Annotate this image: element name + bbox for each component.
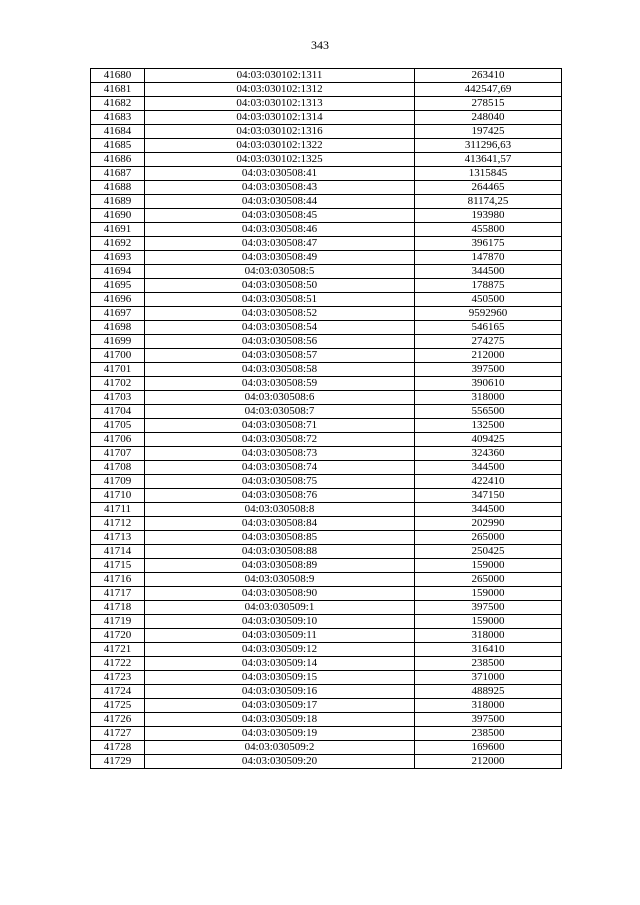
table-row [91, 335, 562, 349]
cadastral-number-cell: 04:03:030102:1312 [145, 83, 415, 97]
cadastral-number-cell: 04:03:030508:5 [145, 265, 415, 279]
cadastral-number-cell: 04:03:030508:43 [145, 181, 415, 195]
table-row [91, 391, 562, 405]
cadastral-value-cell: 397500 [415, 601, 562, 615]
cadastral-value-cell: 178875 [415, 279, 562, 293]
table-row [91, 629, 562, 643]
table-row [91, 447, 562, 461]
cadastral-value-cell: 212000 [415, 349, 562, 363]
table-row [91, 363, 562, 377]
row-number-cell: 41698 [91, 321, 145, 335]
table-row [91, 573, 562, 587]
row-number-cell: 41690 [91, 209, 145, 223]
table-row [91, 321, 562, 335]
cadastral-number-cell: 04:03:030102:1311 [145, 69, 415, 83]
row-number-cell: 41686 [91, 153, 145, 167]
cadastral-value-cell: 159000 [415, 559, 562, 573]
table-row [91, 475, 562, 489]
row-number-cell: 41713 [91, 531, 145, 545]
row-number-cell: 41723 [91, 671, 145, 685]
table-row [91, 251, 562, 265]
cadastral-value-cell: 278515 [415, 97, 562, 111]
cadastral-value-cell: 250425 [415, 545, 562, 559]
cadastral-value-cell: 81174,25 [415, 195, 562, 209]
row-number-cell: 41722 [91, 657, 145, 671]
cadastral-value-cell: 371000 [415, 671, 562, 685]
row-number-cell: 41695 [91, 279, 145, 293]
table-row [91, 69, 562, 83]
table-row [91, 237, 562, 251]
table-row [91, 125, 562, 139]
table-row [91, 83, 562, 97]
row-number-cell: 41694 [91, 265, 145, 279]
cadastral-value-cell: 274275 [415, 335, 562, 349]
cadastral-number-cell: 04:03:030509:1 [145, 601, 415, 615]
cadastral-value-cell: 193980 [415, 209, 562, 223]
row-number-cell: 41715 [91, 559, 145, 573]
cadastral-value-cell: 397500 [415, 713, 562, 727]
cadastral-value-cell: 413641,57 [415, 153, 562, 167]
row-number-cell: 41704 [91, 405, 145, 419]
cadastral-number-cell: 04:03:030509:14 [145, 657, 415, 671]
table-row [91, 559, 562, 573]
row-number-cell: 41687 [91, 167, 145, 181]
table-row [91, 699, 562, 713]
registry-table [90, 68, 562, 769]
cadastral-value-cell: 263410 [415, 69, 562, 83]
row-number-cell: 41683 [91, 111, 145, 125]
cadastral-number-cell: 04:03:030508:41 [145, 167, 415, 181]
table-row [91, 713, 562, 727]
row-number-cell: 41716 [91, 573, 145, 587]
table-row [91, 671, 562, 685]
table-row [91, 293, 562, 307]
table-row [91, 209, 562, 223]
table-row [91, 741, 562, 755]
table-body [91, 69, 562, 769]
cadastral-number-cell: 04:03:030509:12 [145, 643, 415, 657]
cadastral-number-cell: 04:03:030508:46 [145, 223, 415, 237]
cadastral-value-cell: 159000 [415, 587, 562, 601]
table-row [91, 587, 562, 601]
cadastral-number-cell: 04:03:030509:10 [145, 615, 415, 629]
table-row [91, 97, 562, 111]
cadastral-value-cell: 344500 [415, 461, 562, 475]
cadastral-number-cell: 04:03:030509:15 [145, 671, 415, 685]
table-row [91, 615, 562, 629]
cadastral-value-cell: 169600 [415, 741, 562, 755]
cadastral-value-cell: 344500 [415, 265, 562, 279]
table-row [91, 223, 562, 237]
cadastral-number-cell: 04:03:030509:11 [145, 629, 415, 643]
table-row [91, 489, 562, 503]
row-number-cell: 41718 [91, 601, 145, 615]
row-number-cell: 41685 [91, 139, 145, 153]
row-number-cell: 41701 [91, 363, 145, 377]
row-number-cell: 41688 [91, 181, 145, 195]
row-number-cell: 41725 [91, 699, 145, 713]
row-number-cell: 41719 [91, 615, 145, 629]
cadastral-number-cell: 04:03:030509:2 [145, 741, 415, 755]
cadastral-number-cell: 04:03:030508:7 [145, 405, 415, 419]
table-row [91, 433, 562, 447]
cadastral-value-cell: 397500 [415, 363, 562, 377]
cadastral-value-cell: 390610 [415, 377, 562, 391]
cadastral-value-cell: 318000 [415, 391, 562, 405]
cadastral-number-cell: 04:03:030509:17 [145, 699, 415, 713]
table-row [91, 377, 562, 391]
row-number-cell: 41709 [91, 475, 145, 489]
cadastral-number-cell: 04:03:030508:50 [145, 279, 415, 293]
table-row [91, 139, 562, 153]
table-row [91, 419, 562, 433]
cadastral-number-cell: 04:03:030102:1316 [145, 125, 415, 139]
row-number-cell: 41708 [91, 461, 145, 475]
row-number-cell: 41726 [91, 713, 145, 727]
table-row [91, 727, 562, 741]
cadastral-number-cell: 04:03:030509:20 [145, 755, 415, 769]
row-number-cell: 41697 [91, 307, 145, 321]
table-row [91, 601, 562, 615]
cadastral-value-cell: 1315845 [415, 167, 562, 181]
cadastral-number-cell: 04:03:030508:56 [145, 335, 415, 349]
cadastral-number-cell: 04:03:030508:45 [145, 209, 415, 223]
cadastral-value-cell: 202990 [415, 517, 562, 531]
cadastral-value-cell: 132500 [415, 419, 562, 433]
cadastral-value-cell: 159000 [415, 615, 562, 629]
table-row [91, 517, 562, 531]
cadastral-value-cell: 556500 [415, 405, 562, 419]
table-row [91, 461, 562, 475]
cadastral-number-cell: 04:03:030509:19 [145, 727, 415, 741]
cadastral-number-cell: 04:03:030508:73 [145, 447, 415, 461]
cadastral-value-cell: 311296,63 [415, 139, 562, 153]
row-number-cell: 41692 [91, 237, 145, 251]
cadastral-number-cell: 04:03:030508:8 [145, 503, 415, 517]
table-row [91, 545, 562, 559]
row-number-cell: 41681 [91, 83, 145, 97]
row-number-cell: 41717 [91, 587, 145, 601]
cadastral-value-cell: 409425 [415, 433, 562, 447]
cadastral-number-cell: 04:03:030508:9 [145, 573, 415, 587]
table-row [91, 167, 562, 181]
cadastral-number-cell: 04:03:030508:84 [145, 517, 415, 531]
cadastral-number-cell: 04:03:030508:59 [145, 377, 415, 391]
row-number-cell: 41705 [91, 419, 145, 433]
cadastral-number-cell: 04:03:030102:1322 [145, 139, 415, 153]
page-number: 343 [311, 38, 329, 52]
row-number-cell: 41682 [91, 97, 145, 111]
table-row [91, 685, 562, 699]
table-row [91, 265, 562, 279]
row-number-cell: 41711 [91, 503, 145, 517]
row-number-cell: 41721 [91, 643, 145, 657]
row-number-cell: 41710 [91, 489, 145, 503]
cadastral-number-cell: 04:03:030508:85 [145, 531, 415, 545]
cadastral-value-cell: 248040 [415, 111, 562, 125]
cadastral-value-cell: 264465 [415, 181, 562, 195]
cadastral-number-cell: 04:03:030102:1314 [145, 111, 415, 125]
table-row [91, 111, 562, 125]
row-number-cell: 41702 [91, 377, 145, 391]
cadastral-value-cell: 197425 [415, 125, 562, 139]
cadastral-value-cell: 546165 [415, 321, 562, 335]
table-row [91, 643, 562, 657]
cadastral-number-cell: 04:03:030508:58 [145, 363, 415, 377]
table-row [91, 657, 562, 671]
table-row [91, 405, 562, 419]
cadastral-number-cell: 04:03:030508:89 [145, 559, 415, 573]
row-number-cell: 41693 [91, 251, 145, 265]
table-row [91, 195, 562, 209]
cadastral-number-cell: 04:03:030508:71 [145, 419, 415, 433]
cadastral-value-cell: 488925 [415, 685, 562, 699]
cadastral-value-cell: 324360 [415, 447, 562, 461]
table-row [91, 307, 562, 321]
cadastral-value-cell: 238500 [415, 657, 562, 671]
table-row [91, 503, 562, 517]
row-number-cell: 41703 [91, 391, 145, 405]
row-number-cell: 41706 [91, 433, 145, 447]
row-number-cell: 41700 [91, 349, 145, 363]
row-number-cell: 41684 [91, 125, 145, 139]
cadastral-number-cell: 04:03:030508:51 [145, 293, 415, 307]
row-number-cell: 41691 [91, 223, 145, 237]
cadastral-number-cell: 04:03:030508:90 [145, 587, 415, 601]
cadastral-number-cell: 04:03:030508:74 [145, 461, 415, 475]
row-number-cell: 41729 [91, 755, 145, 769]
cadastral-value-cell: 396175 [415, 237, 562, 251]
cadastral-value-cell: 316410 [415, 643, 562, 657]
cadastral-value-cell: 344500 [415, 503, 562, 517]
row-number-cell: 41696 [91, 293, 145, 307]
cadastral-value-cell: 238500 [415, 727, 562, 741]
row-number-cell: 41728 [91, 741, 145, 755]
cadastral-number-cell: 04:03:030508:72 [145, 433, 415, 447]
cadastral-value-cell: 450500 [415, 293, 562, 307]
cadastral-number-cell: 04:03:030509:16 [145, 685, 415, 699]
row-number-cell: 41680 [91, 69, 145, 83]
cadastral-number-cell: 04:03:030508:76 [145, 489, 415, 503]
cadastral-value-cell: 442547,69 [415, 83, 562, 97]
cadastral-value-cell: 347150 [415, 489, 562, 503]
cadastral-number-cell: 04:03:030508:88 [145, 545, 415, 559]
cadastral-value-cell: 318000 [415, 699, 562, 713]
row-number-cell: 41699 [91, 335, 145, 349]
cadastral-number-cell: 04:03:030508:75 [145, 475, 415, 489]
cadastral-value-cell: 455800 [415, 223, 562, 237]
cadastral-number-cell: 04:03:030508:54 [145, 321, 415, 335]
cadastral-number-cell: 04:03:030102:1313 [145, 97, 415, 111]
row-number-cell: 41714 [91, 545, 145, 559]
table-row [91, 153, 562, 167]
row-number-cell: 41689 [91, 195, 145, 209]
cadastral-number-cell: 04:03:030508:44 [145, 195, 415, 209]
cadastral-value-cell: 318000 [415, 629, 562, 643]
cadastral-number-cell: 04:03:030508:6 [145, 391, 415, 405]
cadastral-value-cell: 265000 [415, 531, 562, 545]
row-number-cell: 41712 [91, 517, 145, 531]
row-number-cell: 41727 [91, 727, 145, 741]
cadastral-number-cell: 04:03:030508:52 [145, 307, 415, 321]
table-row [91, 181, 562, 195]
row-number-cell: 41724 [91, 685, 145, 699]
cadastral-number-cell: 04:03:030509:18 [145, 713, 415, 727]
cadastral-value-cell: 422410 [415, 475, 562, 489]
cadastral-value-cell: 147870 [415, 251, 562, 265]
cadastral-number-cell: 04:03:030508:47 [145, 237, 415, 251]
cadastral-value-cell: 9592960 [415, 307, 562, 321]
table-row [91, 531, 562, 545]
cadastral-number-cell: 04:03:030508:57 [145, 349, 415, 363]
cadastral-value-cell: 212000 [415, 755, 562, 769]
row-number-cell: 41720 [91, 629, 145, 643]
cadastral-number-cell: 04:03:030508:49 [145, 251, 415, 265]
cadastral-number-cell: 04:03:030102:1325 [145, 153, 415, 167]
cadastral-value-cell: 265000 [415, 573, 562, 587]
table-row [91, 755, 562, 769]
row-number-cell: 41707 [91, 447, 145, 461]
table-row [91, 349, 562, 363]
table-row [91, 279, 562, 293]
